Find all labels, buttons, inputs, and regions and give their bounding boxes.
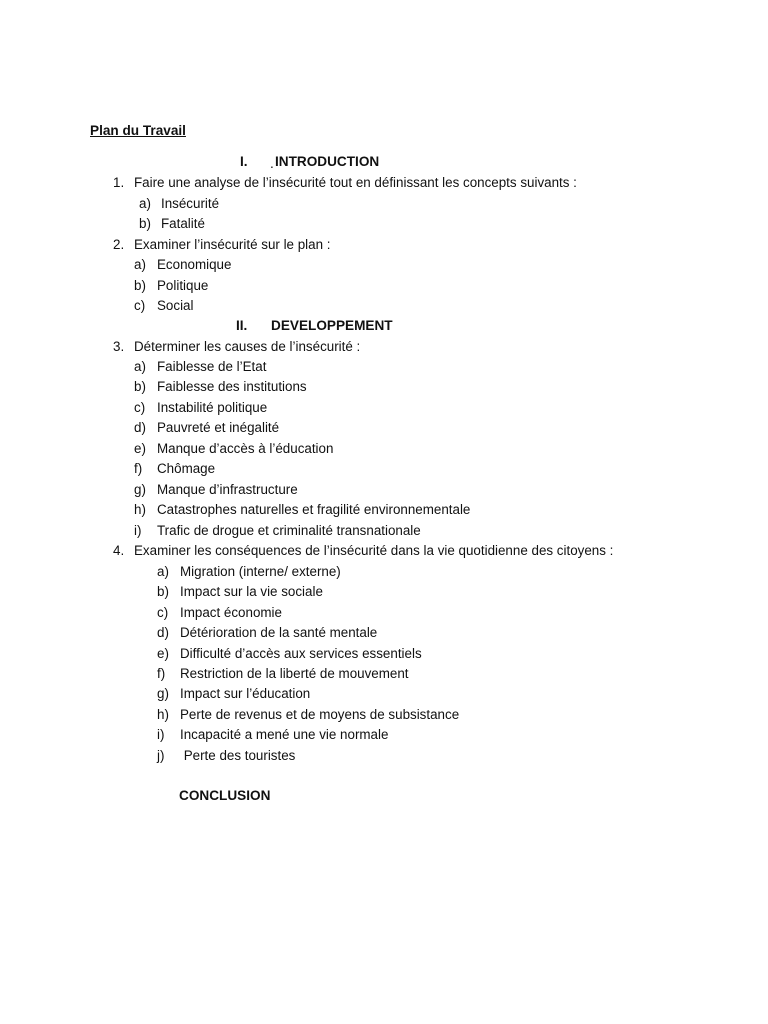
sub-item-text: Faiblesse de l’Etat	[157, 359, 267, 374]
sub-item-text: Impact économie	[180, 605, 282, 620]
sub-item-letter: i)	[134, 523, 142, 538]
sub-item-text: Impact sur l’éducation	[180, 686, 311, 701]
sub-item-text: Economique	[157, 257, 232, 272]
sub-item-text: Difficulté d’accès aux services essentiels	[180, 646, 422, 661]
sub-item-letter: a)	[134, 257, 146, 272]
sub-item-text: Social	[157, 298, 194, 313]
list-number: 4.	[113, 543, 125, 558]
sub-item-letter: i)	[157, 727, 165, 742]
sub-item-text: Insécurité	[161, 196, 220, 211]
sub-item-text: Incapacité a mené une vie normale	[180, 727, 389, 742]
sub-item-text: Perte de revenus et de moyens de subsistance	[180, 707, 460, 722]
sub-item-text: Perte des touristes	[180, 748, 296, 763]
sub-item-letter: b)	[139, 216, 151, 231]
sub-item-text: Instabilité politique	[157, 400, 268, 415]
sub-item-text: Fatalité	[161, 216, 205, 231]
sub-item-text: Impact sur la vie sociale	[180, 584, 323, 599]
sub-item-text: Faiblesse des institutions	[157, 379, 307, 394]
document-title: Plan du Travail	[90, 123, 186, 138]
sub-item-letter: a)	[139, 196, 151, 211]
section-number: I.	[240, 154, 248, 169]
sub-item-text: Manque d’accès à l’éducation	[157, 441, 334, 456]
sub-item-letter: h)	[157, 707, 169, 722]
sub-item-letter: c)	[134, 400, 146, 415]
sub-item-letter: h)	[134, 502, 146, 517]
section-number: II.	[236, 318, 248, 333]
sub-item-letter: b)	[134, 379, 146, 394]
list-item-text: Déterminer les causes de l’insécurité :	[134, 339, 361, 354]
sub-item-letter: j)	[157, 748, 165, 763]
sub-item-letter: d)	[134, 420, 146, 435]
sub-item-letter: b)	[134, 278, 146, 293]
sub-item-letter: a)	[134, 359, 146, 374]
sub-item-text: Pauvreté et inégalité	[157, 420, 280, 435]
section-title: INTRODUCTION	[275, 154, 380, 169]
sub-item-letter: c)	[134, 298, 146, 313]
sub-item-text: Catastrophes naturelles et fragilité environnementale	[157, 502, 471, 517]
sub-item-text: Détérioration de la santé mentale	[180, 625, 378, 640]
sub-item-letter: b)	[157, 584, 169, 599]
list-item-text: Faire une analyse de l’insécurité tout en définissant les concepts suivants :	[134, 175, 577, 190]
conclusion-heading: CONCLUSION	[179, 788, 271, 803]
list-item-text: Examiner les conséquences de l’insécurité dans la vie quotidienne des citoyens :	[134, 543, 614, 558]
list-number: 3.	[113, 339, 125, 354]
sub-item-letter: e)	[134, 441, 146, 456]
sub-item-letter: e)	[157, 646, 169, 661]
sub-item-text: Chômage	[157, 461, 216, 476]
sub-item-letter: c)	[157, 605, 169, 620]
stray-mark: .	[270, 156, 274, 171]
sub-item-text: Trafic de drogue et criminalité transnationale	[157, 523, 421, 538]
sub-item-letter: d)	[157, 625, 169, 640]
list-item-text: Examiner l’insécurité sur le plan :	[134, 237, 331, 252]
sub-item-letter: f)	[157, 666, 166, 681]
sub-item-text: Manque d’infrastructure	[157, 482, 298, 497]
sub-item-letter: g)	[157, 686, 169, 701]
section-title: DEVELOPPEMENT	[271, 318, 393, 333]
sub-item-text: Migration (interne/ externe)	[180, 564, 341, 579]
list-number: 2.	[113, 237, 125, 252]
sub-item-letter: a)	[157, 564, 169, 579]
sub-item-text: Restriction de la liberté de mouvement	[180, 666, 409, 681]
list-number: 1.	[113, 175, 125, 190]
sub-item-letter: f)	[134, 461, 143, 476]
sub-item-text: Politique	[157, 278, 209, 293]
sub-item-letter: g)	[134, 482, 146, 497]
